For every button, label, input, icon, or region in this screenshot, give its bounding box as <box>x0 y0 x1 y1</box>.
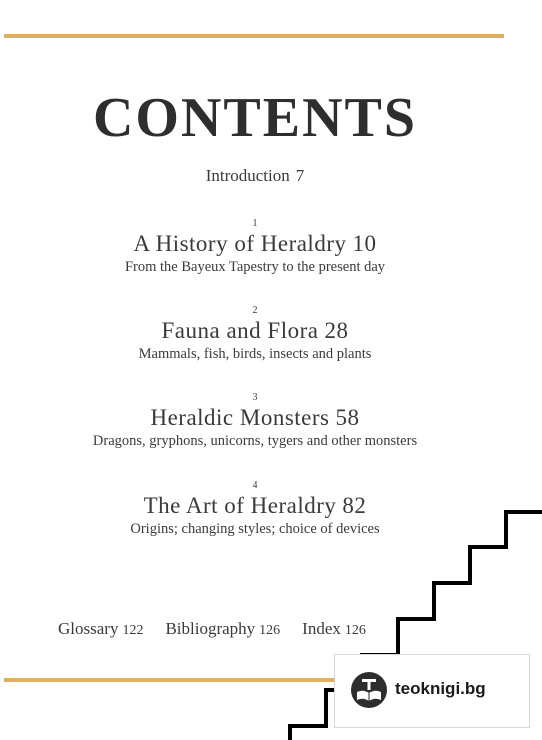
chapter-number: 4 <box>252 480 258 491</box>
chapter-number: 1 <box>252 218 258 229</box>
watermark-badge <box>334 654 530 728</box>
chapter-subtitle: Dragons, gryphons, unicorns, tygers and other monsters <box>92 433 418 449</box>
bibliography-page: 126 <box>259 623 281 638</box>
chapter-title: Heraldic Monsters <box>150 405 330 430</box>
chapter-subtitle: Origins; changing styles; choice of devices <box>130 521 380 537</box>
book-logo-icon <box>351 672 387 708</box>
chapter-subtitle: From the Bayeux Tapestry to the present day <box>124 259 386 275</box>
chapter-page: 58 <box>335 405 360 430</box>
glossary-page: 122 <box>122 623 144 638</box>
bibliography-title: Bibliography <box>165 619 256 638</box>
chapter-page: 28 <box>324 318 349 343</box>
index-page: 126 <box>344 623 366 638</box>
chapter-title: The Art of Heraldry <box>143 493 337 518</box>
introduction-title: Introduction <box>205 166 290 185</box>
chapter-number: 2 <box>252 305 258 316</box>
chapter-page: 82 <box>342 493 367 518</box>
chapter-subtitle: Mammals, fish, birds, insects and plants <box>138 346 372 362</box>
watermark-text: teoknigi.bg <box>395 679 486 698</box>
chapter-number: 3 <box>252 392 258 403</box>
chapter-title: Fauna and Flora <box>161 318 319 343</box>
index-title: Index <box>302 619 341 638</box>
chapter-title: A History of Heraldry <box>133 231 347 256</box>
chapter-page: 10 <box>352 231 377 256</box>
contents-heading: CONTENTS <box>92 87 418 149</box>
glossary-title: Glossary <box>58 619 119 638</box>
introduction-page: 7 <box>295 166 305 185</box>
